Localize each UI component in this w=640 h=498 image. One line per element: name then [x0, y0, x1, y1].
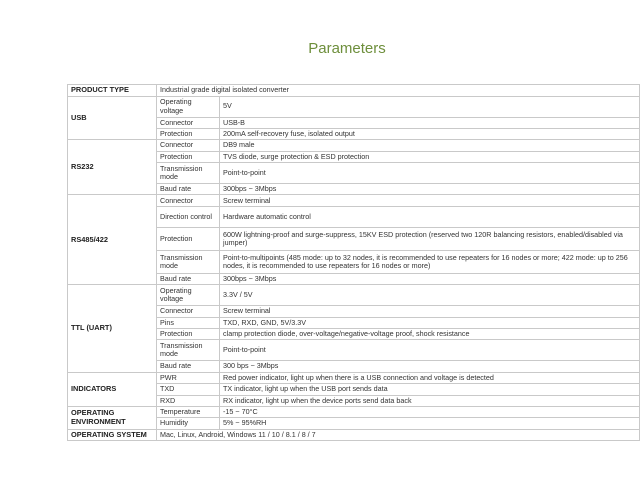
- param-name: TXD: [157, 384, 220, 395]
- table-row: [68, 429, 640, 441]
- table-row: [68, 85, 640, 97]
- param-value: Screw terminal: [220, 195, 640, 206]
- category-usb: USB: [68, 96, 157, 140]
- product-type-value: Industrial grade digital isolated converter: [157, 85, 640, 97]
- table-row: [68, 406, 640, 417]
- operating-system-value: Mac, Linux, Android, Windows 11 / 10 / 8.1 / 8 / 7: [157, 429, 640, 441]
- param-name: Protection: [157, 329, 220, 340]
- param-name: Humidity: [157, 418, 220, 429]
- param-value: 5% ~ 95%RH: [220, 418, 640, 429]
- category-ttl: TTL (UART): [68, 285, 157, 373]
- category-product-type: PRODUCT TYPE: [68, 85, 157, 97]
- table-row: [68, 285, 640, 306]
- category-operating-environment: OPERATING ENVIRONMENT: [68, 406, 157, 429]
- param-value: Point-to-point: [220, 163, 640, 184]
- param-value: Point-to-multipoints (485 mode: up to 32 nodes, it is recommended to use repeaters for 16 nodes or more; 422 mode: up to 256 nodes, it is recommended to use repeaters for 16 nodes or more): [220, 250, 640, 273]
- param-name: Connector: [157, 306, 220, 317]
- param-name: Baud rate: [157, 273, 220, 284]
- param-value: -15 ~ 70°C: [220, 406, 640, 417]
- table-row: [68, 96, 640, 117]
- param-value: 5V: [220, 96, 640, 117]
- param-name: Protection: [157, 227, 220, 250]
- param-value: clamp protection diode, over-voltage/negative-voltage proof, shock resistance: [220, 329, 640, 340]
- param-value: USB-B: [220, 117, 640, 128]
- param-name: Protection: [157, 151, 220, 162]
- category-operating-system: OPERATING SYSTEM: [68, 429, 157, 441]
- param-name: Connector: [157, 140, 220, 151]
- table-row: [68, 140, 640, 151]
- param-value: DB9 male: [220, 140, 640, 151]
- param-value: Screw terminal: [220, 306, 640, 317]
- param-name: PWR: [157, 372, 220, 383]
- param-name: Transmission mode: [157, 163, 220, 184]
- param-name: Transmission mode: [157, 250, 220, 273]
- param-name: Protection: [157, 128, 220, 139]
- param-name: Connector: [157, 117, 220, 128]
- param-name: Operating voltage: [157, 96, 220, 117]
- param-value: 600W lightning-proof and surge-suppress, 15KV ESD protection (reserved two 120R balancing resistors, enabled/disabled via jumper): [220, 227, 640, 250]
- param-value: 300bps ~ 3Mbps: [220, 273, 640, 284]
- category-indicators: INDICATORS: [68, 372, 157, 406]
- param-value: TVS diode, surge protection & ESD protection: [220, 151, 640, 162]
- param-value: Point-to-point: [220, 340, 640, 361]
- param-value: Hardware automatic control: [220, 206, 640, 227]
- param-name: RXD: [157, 395, 220, 406]
- param-name: Transmission mode: [157, 340, 220, 361]
- table-row: [68, 372, 640, 383]
- category-rs485: RS485/422: [68, 195, 157, 285]
- param-value: 300bps ~ 3Mbps: [220, 184, 640, 195]
- param-value: TXD, RXD, GND, 5V/3.3V: [220, 317, 640, 328]
- param-name: Baud rate: [157, 361, 220, 372]
- param-value: Red power indicator, light up when there is a USB connection and voltage is detected: [220, 372, 640, 383]
- param-name: Temperature: [157, 406, 220, 417]
- param-name: Connector: [157, 195, 220, 206]
- param-value: 3.3V / 5V: [220, 285, 640, 306]
- param-value: 300 bps ~ 3Mbps: [220, 361, 640, 372]
- param-name: Operating voltage: [157, 285, 220, 306]
- page-title: Parameters: [308, 40, 386, 57]
- param-value: 200mA self-recovery fuse, isolated output: [220, 128, 640, 139]
- param-name: Baud rate: [157, 184, 220, 195]
- parameters-table: [67, 84, 640, 441]
- param-value: RX indicator, light up when the device ports send data back: [220, 395, 640, 406]
- param-name: Pins: [157, 317, 220, 328]
- param-name: Direction control: [157, 206, 220, 227]
- category-rs232: RS232: [68, 140, 157, 195]
- param-value: TX indicator, light up when the USB port sends data: [220, 384, 640, 395]
- table-row: [68, 195, 640, 206]
